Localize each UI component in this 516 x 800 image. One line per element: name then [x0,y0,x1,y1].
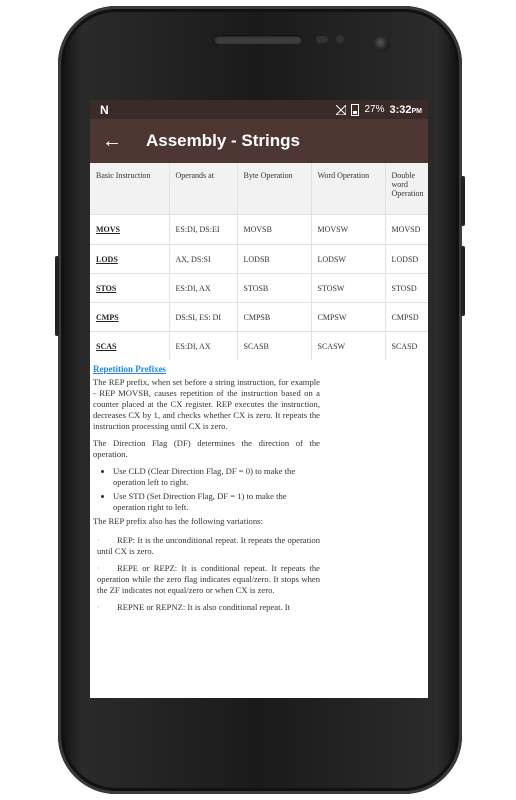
variation-item: · REPNE or REPNZ: It is also conditional repeat. It [97,602,291,612]
header-cell: Byte Operation [237,163,311,215]
instruction-cell: MOVS [90,215,169,245]
volume-button-2 [461,246,465,316]
notification-n-icon: N [100,102,109,117]
earpiece-speaker [214,35,302,44]
front-camera [374,36,390,52]
table-cell: LODSD [385,245,428,274]
header-cell: Word Operation [311,163,385,215]
table-cell: CMPSD [385,303,428,332]
table-cell: CMPSW [311,303,385,332]
instruction-cell: LODS [90,245,169,274]
bullet-dash-icon: · [97,563,100,573]
table-cell: SCASD [385,332,428,361]
table-cell: LODSB [237,245,311,274]
table-cell: LODSW [311,245,385,274]
bullet-dash-icon: · [97,535,100,545]
table-cell: SCASW [311,332,385,361]
table-cell: STOSD [385,274,428,303]
header-cell: Double word Operation [385,163,428,215]
article-body [90,360,428,613]
paragraph: The Direction Flag (DF) determines the direction of the operation. [93,438,320,459]
content-area[interactable] [90,163,428,698]
instruction-cell: CMPS [90,303,169,332]
section-heading-link[interactable]: Repetition Prefixes [93,364,167,374]
list-item: • Use CLD (Clear Direction Flag, DF = 0) to make the operation left to right. [113,466,320,488]
battery-icon [351,104,359,116]
table-cell: AX, DS:SI [169,245,237,274]
table-row [90,215,428,245]
table-cell: SCASB [237,332,311,361]
power-button [55,256,59,336]
signal-icon [336,105,346,115]
table-cell: MOVSD [385,215,428,245]
table-cell: ES:DI, AX [169,274,237,303]
back-arrow-icon[interactable]: ← [102,129,122,152]
header-cell: Basic Instruction [90,163,169,215]
app-bar [90,119,428,163]
table-cell: STOSW [311,274,385,303]
instruction-cell: SCAS [90,332,169,361]
blank-bottom-area [90,646,428,698]
table-cell: MOVSW [311,215,385,245]
table-cell: DS:SI, ES: DI [169,303,237,332]
table-row [90,332,428,361]
bullet-dash-icon: · [97,602,100,612]
string-instructions-table [90,163,428,360]
header-cell: Operands at [169,163,237,215]
table-cell: CMPSB [237,303,311,332]
table-cell: ES:DI, AX [169,332,237,361]
battery-percent: 27% [364,104,385,115]
paragraph: The REP prefix also has the following variations: [93,516,263,526]
variation-item: · REPE or REPZ: It is conditional repeat. It repeats the operation while the zero flag indicates equal/zero. It stops when the ZF indicates not equal/zero or when CX is zero. [97,563,320,595]
table-row [90,274,428,303]
table-cell: STOSB [237,274,311,303]
variation-item: · REP: It is the unconditional repeat. It repeats the operation until CX is zero. [97,535,320,556]
volume-button [461,176,465,226]
instruction-cell: STOS [90,274,169,303]
bullet-list [93,466,320,513]
table-row [90,303,428,332]
table-cell: MOVSB [237,215,311,245]
clock: 3:32PM [389,103,422,116]
proximity-sensor [316,36,328,43]
paragraph: The REP prefix, when set before a string instruction, for example - REP MOVSB, causes repetition of the instruction based on a counter placed at the CX register. REP executes the instruction, decreases CX by 1, and checks whether CX is zero. It repeats the instruction processing until CX is zero. [93,377,320,431]
table-row [90,245,428,274]
table-cell: ES:DI, DS:EI [169,215,237,245]
list-item: • Use STD (Set Direction Flag, DF = 1) to make the operation right to left. [113,491,320,513]
page-title: Assembly - Strings [146,131,300,150]
light-sensor [336,35,344,43]
device-screen [90,100,428,698]
table-header-row [90,163,428,215]
status-bar [90,100,428,119]
